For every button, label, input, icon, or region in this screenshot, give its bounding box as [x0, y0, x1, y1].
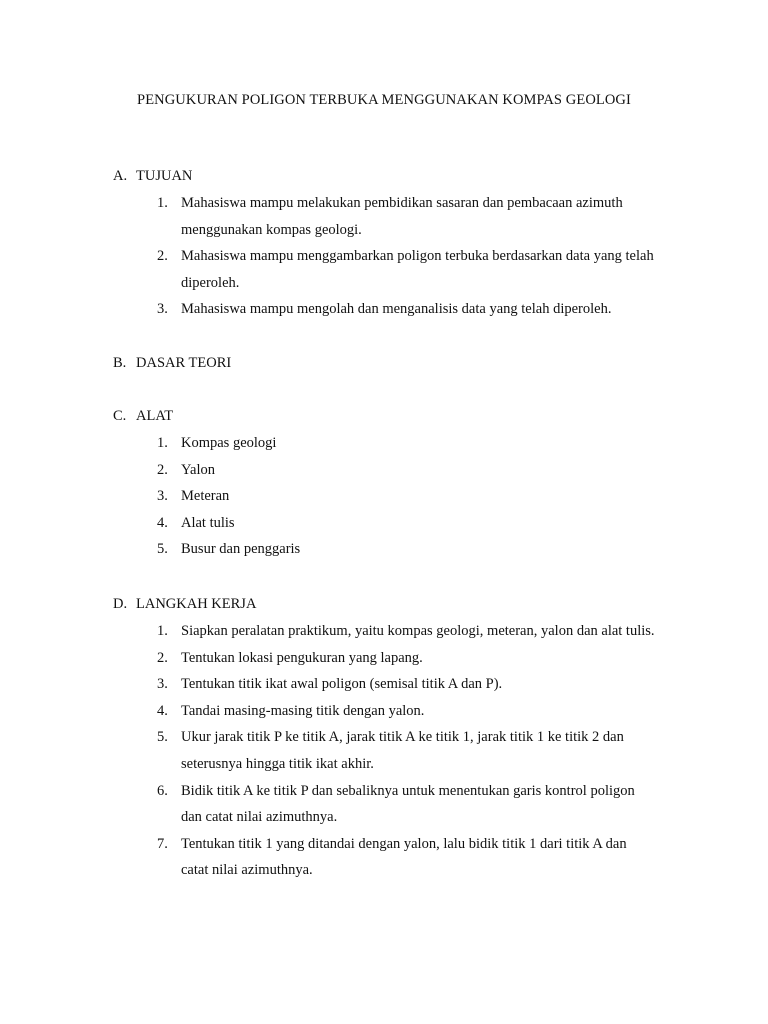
item-line: Mahasiswa mampu menggambarkan poligon terbuka berdasarkan data yang telah: [181, 248, 654, 265]
section-letter: A.: [113, 168, 128, 184]
section-dasar-teori: [113, 350, 713, 376]
item-line: menggunakan kompas geologi.: [181, 221, 362, 238]
section-title: DASAR TEORI: [136, 355, 232, 371]
item-line: Meteran: [181, 488, 230, 505]
list-item: [113, 536, 713, 563]
item-line: Tandai masing-masing titik dengan yalon.: [181, 702, 425, 719]
section-letter: C.: [113, 408, 127, 424]
item-line: diperoleh.: [181, 274, 240, 291]
item-number: 4.: [157, 702, 168, 719]
item-number: 2.: [157, 248, 168, 265]
item-number: 1.: [157, 435, 168, 451]
list-item: [113, 618, 713, 645]
item-number: 2.: [157, 649, 168, 666]
langkah-kerja-list: [113, 618, 713, 884]
item-line: dan catat nilai azimuthnya.: [181, 809, 338, 826]
list-item: [113, 698, 713, 725]
item-number: 3.: [157, 676, 168, 693]
list-item: [113, 457, 713, 484]
item-line: Siapkan peralatan praktikum, yaitu kompas geologi, meteran, yalon dan alat tulis.: [181, 623, 655, 639]
section-alat: [113, 403, 713, 563]
document-title: PENGUKURAN POLIGON TERBUKA MENGGUNAKAN KOMPAS GEOLOGI: [137, 92, 631, 108]
list-item: [113, 510, 713, 537]
list-item: [113, 190, 713, 243]
section-letter: B.: [113, 355, 127, 371]
section-tujuan: [113, 163, 713, 323]
section-heading: [113, 350, 713, 376]
section-letter: D.: [113, 596, 128, 612]
list-item: [113, 645, 713, 672]
item-line: Kompas geologi: [181, 435, 277, 451]
list-item: [113, 430, 713, 457]
list-item: [113, 831, 713, 884]
section-title: TUJUAN: [136, 168, 193, 184]
item-number: 5.: [157, 729, 168, 746]
item-number: 2.: [157, 461, 168, 478]
section-heading: [113, 403, 713, 429]
section-title: LANGKAH KERJA: [136, 596, 257, 612]
item-line: Mahasiswa mampu melakukan pembidikan sasaran dan pembacaan azimuth: [181, 195, 623, 211]
alat-list: [113, 430, 713, 563]
item-line: Tentukan lokasi pengukuran yang lapang.: [181, 649, 423, 666]
item-number: 3.: [157, 488, 168, 505]
list-item: [113, 671, 713, 698]
item-line: Mahasiswa mampu mengolah dan menganalisis data yang telah diperoleh.: [181, 301, 612, 318]
section-heading: [113, 163, 713, 189]
list-item: [113, 243, 713, 296]
item-line: Tentukan titik ikat awal poligon (semisal titik A dan P).: [181, 676, 503, 693]
item-line: Ukur jarak titik P ke titik A, jarak titik A ke titik 1, jarak titik 1 ke titik 2 dan: [181, 729, 624, 746]
item-line: Bidik titik A ke titik P dan sebaliknya untuk menentukan garis kontrol poligon: [181, 782, 635, 799]
item-line: seterusnya hingga titik ikat akhir.: [181, 755, 374, 772]
list-item: [113, 296, 713, 323]
item-line: catat nilai azimuthnya.: [181, 862, 313, 879]
list-item: [113, 724, 713, 777]
section-langkah-kerja: [113, 591, 713, 884]
section-title: ALAT: [136, 408, 174, 424]
item-line: Tentukan titik 1 yang ditandai dengan yalon, lalu bidik titik 1 dari titik A dan: [181, 835, 627, 852]
list-item: [113, 778, 713, 831]
item-number: 5.: [157, 541, 168, 558]
item-number: 7.: [157, 835, 168, 852]
item-number: 3.: [157, 301, 168, 318]
item-line: Alat tulis: [181, 514, 235, 531]
item-number: 1.: [157, 195, 168, 211]
item-number: 1.: [157, 623, 168, 639]
tujuan-list: [113, 190, 713, 323]
item-number: 4.: [157, 514, 168, 531]
section-heading: [113, 591, 713, 617]
item-number: 6.: [157, 782, 168, 799]
item-line: Busur dan penggaris: [181, 541, 301, 558]
list-item: [113, 483, 713, 510]
item-line: Yalon: [181, 461, 215, 478]
